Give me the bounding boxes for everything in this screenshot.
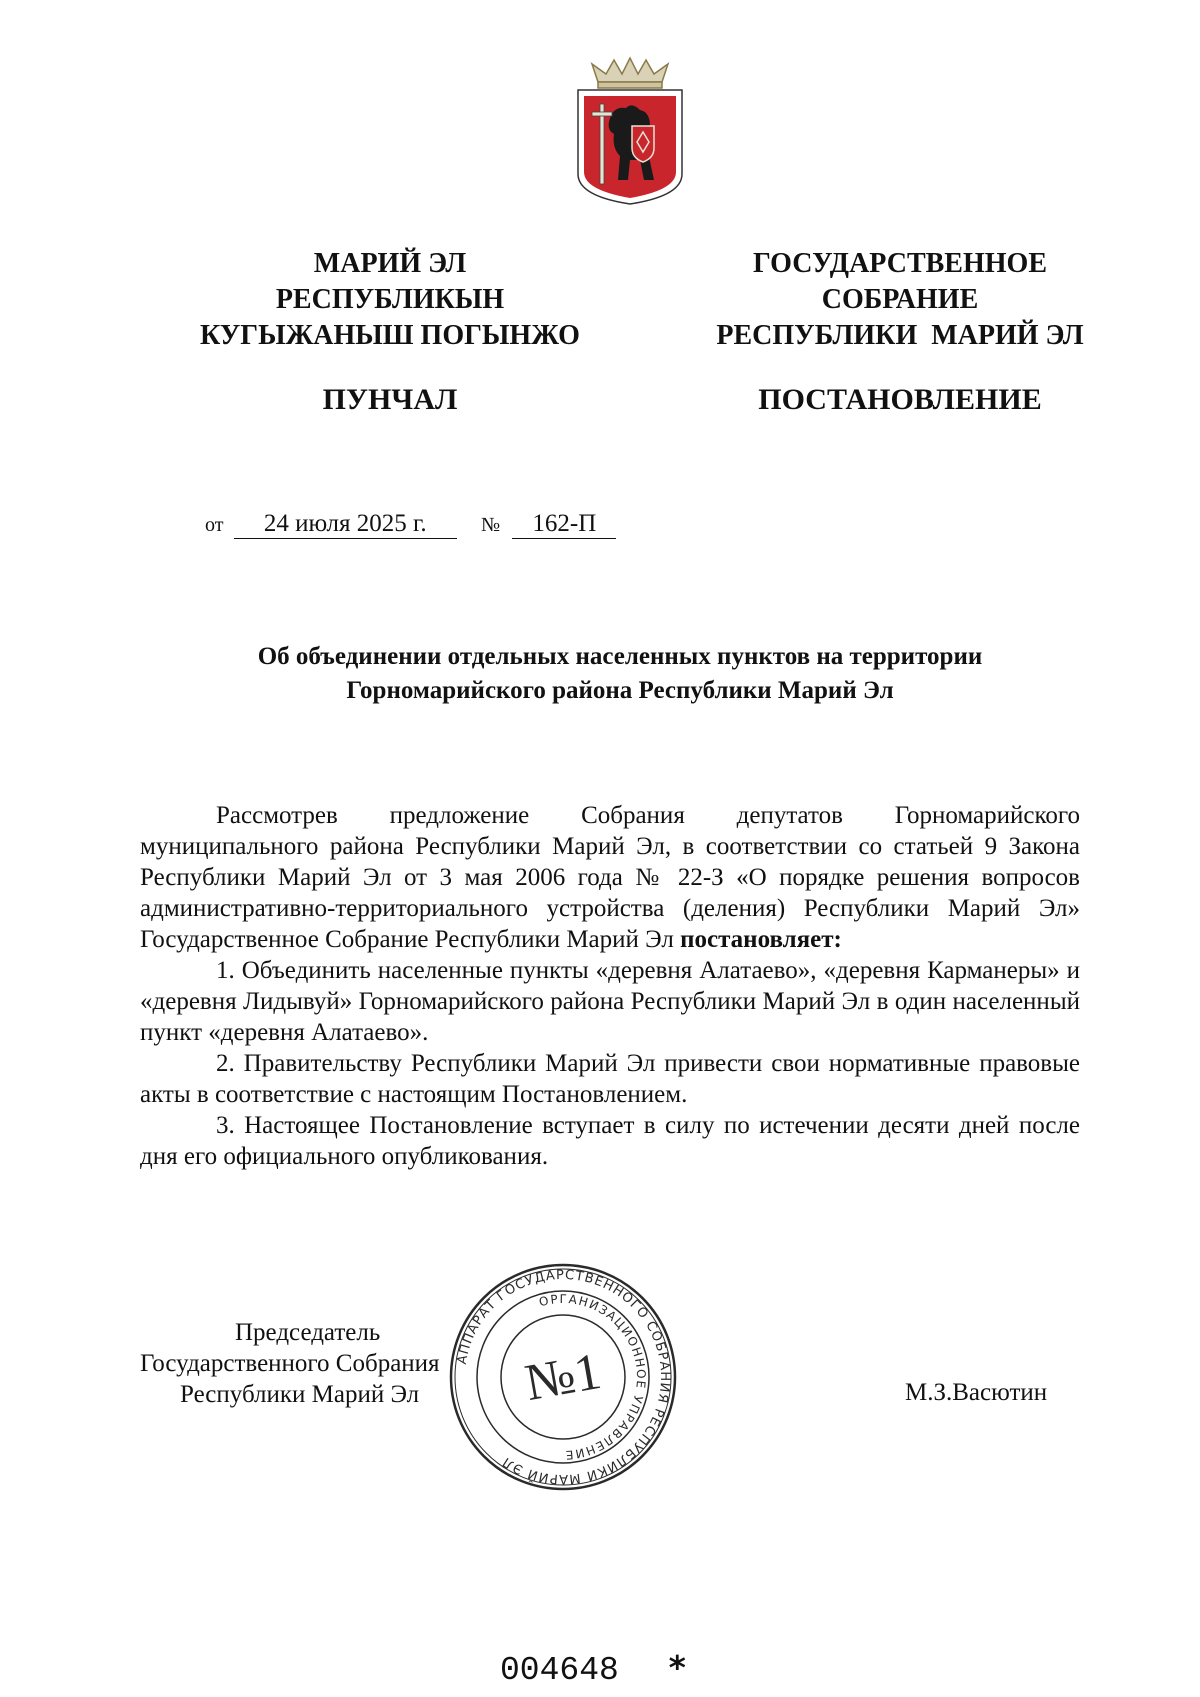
resolves-word: постановляет:	[680, 926, 842, 953]
header-left-line-2: РЕСПУБЛИКЫН	[275, 284, 505, 315]
header-left-marian	[160, 246, 620, 354]
preamble-paragraph	[140, 800, 1080, 955]
resolution-item-1: 1. Объединить населенные пункты «деревня Алатаево», «деревня Карманеры» и «деревня Лидывуй» Горномарийского района Республики Марий Эл в один населенный пункт «деревня Алатаево».	[140, 957, 1080, 1046]
title-line-1: Об объединении отдельных населенных пунктов на территории	[257, 643, 983, 670]
preamble-text: Рассмотрев предложение Собрания депутатов Горномарийского муниципального района Республики Марий Эл, в соответствии со статьей 9 Закона Республики Марий Эл от 3 мая 2006 года № 22-З «О порядке решения вопросов административно-территориального устройства (деления) Республики Марий Эл» Государственное Собрание Республики Марий Эл	[140, 802, 1080, 953]
document-body	[140, 800, 1080, 1172]
signatory-line-3: Республики Марий Эл	[180, 1381, 420, 1408]
document-serial-footer	[500, 1648, 686, 1689]
date-number-line	[205, 510, 616, 539]
resolution-item-3: 3. Настоящее Постановление вступает в силу по истечении десяти дней после дня его официального опубликования.	[140, 1112, 1080, 1170]
signatory-line-1: Председатель	[235, 1319, 381, 1346]
resolution-item-2: 2. Правительству Республики Марий Эл привести свои нормативные правовые акты в соответствие с настоящим Постановлением.	[140, 1050, 1080, 1108]
official-stamp-seal	[448, 1262, 678, 1492]
signatory-name: М.З.Васютин	[905, 1379, 1048, 1406]
doc-type-marian: ПУНЧАЛ	[322, 383, 458, 416]
date-label: от	[205, 514, 224, 536]
svg-text:№1: №1	[520, 1342, 606, 1413]
title-line-2: Горномарийского района Республики Марий Эл	[346, 677, 894, 704]
header-right-line-3: РЕСПУБЛИКИ МАРИЙ ЭЛ	[716, 320, 1084, 351]
header-left-line-3: КУГЫЖАНЫШ ПОГЫНЖО	[200, 320, 580, 351]
header-right-line-2: СОБРАНИЕ	[821, 284, 979, 315]
doc-type-russian: ПОСТАНОВЛЕНИЕ	[758, 383, 1042, 416]
document-number: 162-П	[512, 510, 616, 539]
serial-number: 004648	[500, 1652, 619, 1689]
document-title	[140, 640, 1100, 708]
coat-of-arms-emblem	[570, 56, 690, 206]
header-right-russian	[670, 246, 1130, 354]
header-left-line-1: МАРИЙ ЭЛ	[313, 248, 467, 279]
signatory-position	[140, 1317, 480, 1410]
document-date: 24 июля 2025 г.	[234, 510, 457, 539]
signatory-line-2: Государственного Собрания	[140, 1350, 440, 1377]
asterisk-mark: *	[668, 1648, 686, 1687]
number-label: №	[480, 514, 501, 536]
svg-text:АППАРАТ ГОСУДАРСТВЕННОГО СОБРА: АППАРАТ ГОСУДАРСТВЕННОГО СОБРАНИЯ РЕСПУБЛИКИ МАРИЙ ЭЛ	[454, 1267, 673, 1487]
header-right-line-1: ГОСУДАРСТВЕННОЕ	[753, 248, 1047, 279]
svg-text:ОРГАНИЗАЦИОННОЕ УПРАВЛЕНИЕ: ОРГАНИЗАЦИОННОЕ УПРАВЛЕНИЕ	[537, 1291, 649, 1463]
